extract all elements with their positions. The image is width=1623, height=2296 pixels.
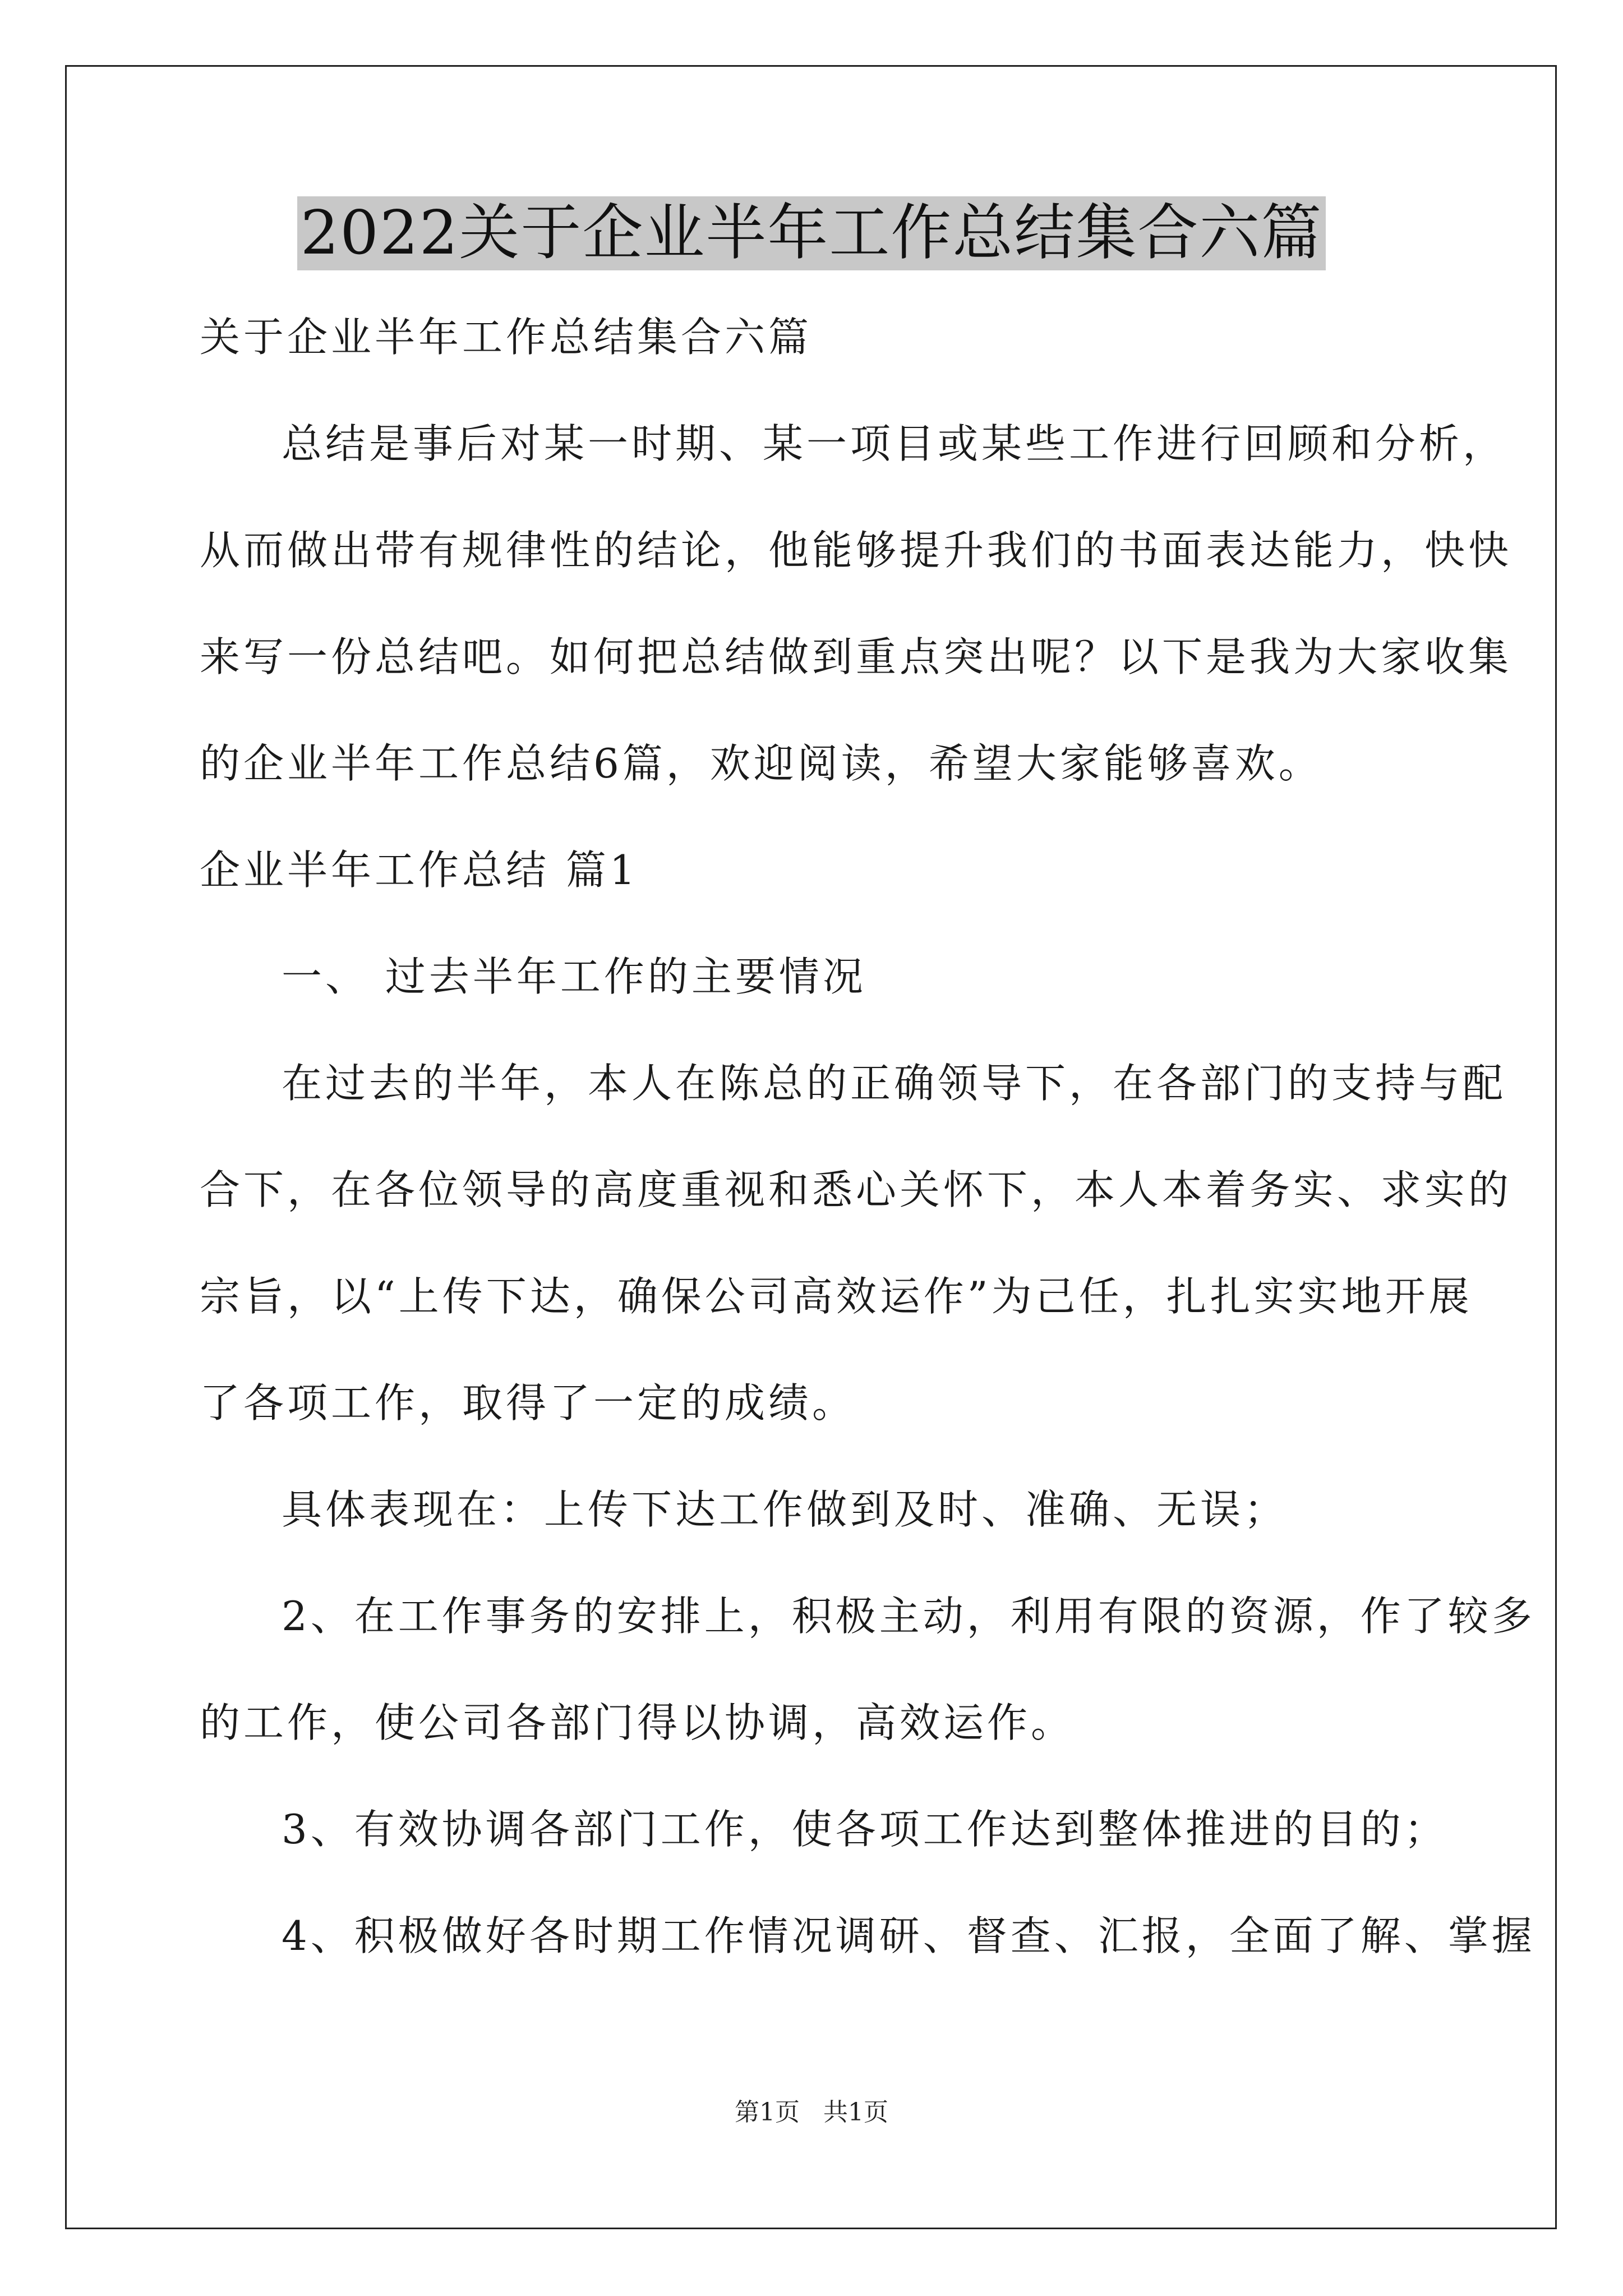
body-line: 了各项工作，取得了一定的成绩。 bbox=[200, 1379, 856, 1427]
body-line: 4、积极做好各时期工作情况调研、督查、汇报，全面了解、掌握 bbox=[282, 1912, 1536, 1959]
body-line: 在过去的半年，本人在陈总的正确领导下，在各部门的支持与配 bbox=[282, 1060, 1507, 1107]
body-line: 总结是事后对某一时期、某一项目或某些工作进行回顾和分析， bbox=[282, 420, 1507, 467]
page-footer: 第1页 共1页 bbox=[735, 2098, 888, 2127]
body-line: 来写一份总结吧。如何把总结做到重点突出呢？以下是我为大家收集 bbox=[200, 633, 1513, 680]
body-line: 2、在工作事务的安排上，积极主动，利用有限的资源，作了较多 bbox=[282, 1593, 1536, 1640]
body-line: 从而做出带有规律性的结论，他能够提升我们的书面表达能力，快快 bbox=[200, 527, 1513, 574]
body-line: 3、有效协调各部门工作，使各项工作达到整体推进的目的； bbox=[282, 1806, 1448, 1853]
body-line: 关于企业半年工作总结集合六篇 bbox=[200, 314, 813, 361]
document-title: 2022关于企业半年工作总结集合六篇 bbox=[297, 196, 1326, 270]
section-heading: 企业半年工作总结 篇1 bbox=[200, 846, 639, 894]
body-line: 合下，在各位领导的高度重视和悉心关怀下，本人本着务实、求实的 bbox=[200, 1166, 1513, 1213]
body-line: 的工作，使公司各部门得以协调，高效运作。 bbox=[200, 1699, 1075, 1746]
body-line: 宗旨，以“上传下达，确保公司高效运作”为己任，扎扎实实地开展 bbox=[200, 1273, 1473, 1320]
body-line: 的企业半年工作总结6篇，欢迎阅读，希望大家能够喜欢。 bbox=[200, 740, 1322, 787]
body-line: 具体表现在：上传下达工作做到及时、准确、无误； bbox=[282, 1486, 1288, 1533]
document-body bbox=[200, 310, 1536, 2016]
title-block bbox=[0, 196, 1623, 270]
subsection-heading: 一、 过去半年工作的主要情况 bbox=[282, 953, 866, 1000]
